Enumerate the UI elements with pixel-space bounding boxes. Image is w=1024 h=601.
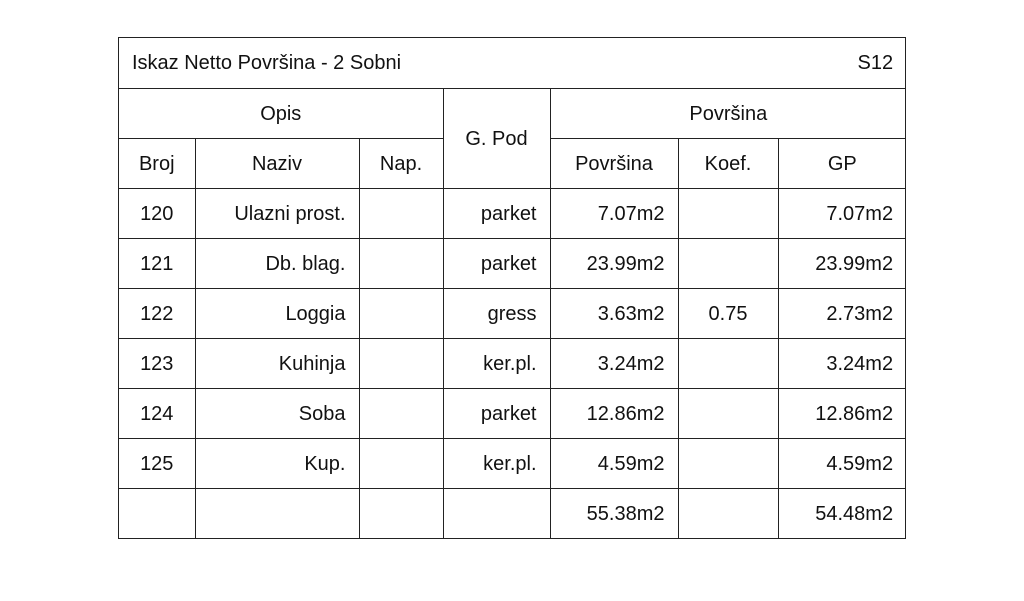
cell-gp: 2.73m2 — [778, 289, 906, 339]
table-title-cell — [119, 38, 906, 89]
totals-empty-naziv — [195, 489, 359, 539]
cell-pod: parket — [443, 239, 550, 289]
totals-empty-koef — [678, 489, 778, 539]
header-povrsina-group: Površina — [550, 89, 906, 139]
cell-naziv: Db. blag. — [195, 239, 359, 289]
header-g-pod: G. Pod — [443, 89, 550, 189]
col-header-broj: Broj — [119, 139, 195, 189]
cell-gp: 4.59m2 — [778, 439, 906, 489]
col-header-naziv: Naziv — [195, 139, 359, 189]
cell-pod: parket — [443, 189, 550, 239]
table-row — [119, 389, 906, 439]
cell-gp: 3.24m2 — [778, 339, 906, 389]
cell-koef — [678, 439, 778, 489]
totals-empty-pod — [443, 489, 550, 539]
table-title: Iskaz Netto Površina - 2 Sobni — [132, 52, 402, 74]
cell-koef: 0.75 — [678, 289, 778, 339]
header-group-row — [119, 89, 906, 139]
cell-broj: 123 — [119, 339, 195, 389]
area-schedule-sheet — [118, 37, 906, 539]
cell-naziv: Ulazni prost. — [195, 189, 359, 239]
cell-nap — [359, 289, 443, 339]
table-row — [119, 289, 906, 339]
cell-naziv: Kup. — [195, 439, 359, 489]
cell-nap — [359, 189, 443, 239]
cell-naziv: Soba — [195, 389, 359, 439]
cell-povrsina: 12.86m2 — [550, 389, 678, 439]
header-opis: Opis — [119, 89, 443, 139]
col-header-nap: Nap. — [359, 139, 443, 189]
totals-row — [119, 489, 906, 539]
cell-naziv: Loggia — [195, 289, 359, 339]
table-row — [119, 239, 906, 289]
totals-empty-broj — [119, 489, 195, 539]
cell-gp: 12.86m2 — [778, 389, 906, 439]
cell-pod: ker.pl. — [443, 439, 550, 489]
cell-naziv: Kuhinja — [195, 339, 359, 389]
cell-koef — [678, 189, 778, 239]
cell-broj: 124 — [119, 389, 195, 439]
cell-koef — [678, 239, 778, 289]
cell-broj: 120 — [119, 189, 195, 239]
table-title-row — [119, 38, 906, 89]
cell-pod: gress — [443, 289, 550, 339]
cell-koef — [678, 389, 778, 439]
cell-gp: 23.99m2 — [778, 239, 906, 289]
cell-koef — [678, 339, 778, 389]
col-header-gp: GP — [778, 139, 906, 189]
total-povrsina: 55.38m2 — [550, 489, 678, 539]
col-header-koef: Koef. — [678, 139, 778, 189]
cell-nap — [359, 339, 443, 389]
cell-pod: ker.pl. — [443, 339, 550, 389]
cell-povrsina: 7.07m2 — [550, 189, 678, 239]
col-header-povrsina: Površina — [550, 139, 678, 189]
cell-broj: 121 — [119, 239, 195, 289]
table-row — [119, 439, 906, 489]
table-row — [119, 339, 906, 389]
cell-nap — [359, 439, 443, 489]
net-area-table — [119, 38, 906, 538]
totals-empty-nap — [359, 489, 443, 539]
cell-nap — [359, 239, 443, 289]
cell-broj: 125 — [119, 439, 195, 489]
table-row — [119, 189, 906, 239]
cell-povrsina: 23.99m2 — [550, 239, 678, 289]
cell-povrsina: 3.24m2 — [550, 339, 678, 389]
cell-nap — [359, 389, 443, 439]
cell-povrsina: 4.59m2 — [550, 439, 678, 489]
cell-pod: parket — [443, 389, 550, 439]
unit-code: S12 — [857, 52, 894, 74]
cell-povrsina: 3.63m2 — [550, 289, 678, 339]
cell-gp: 7.07m2 — [778, 189, 906, 239]
cell-broj: 122 — [119, 289, 195, 339]
total-gp: 54.48m2 — [778, 489, 906, 539]
